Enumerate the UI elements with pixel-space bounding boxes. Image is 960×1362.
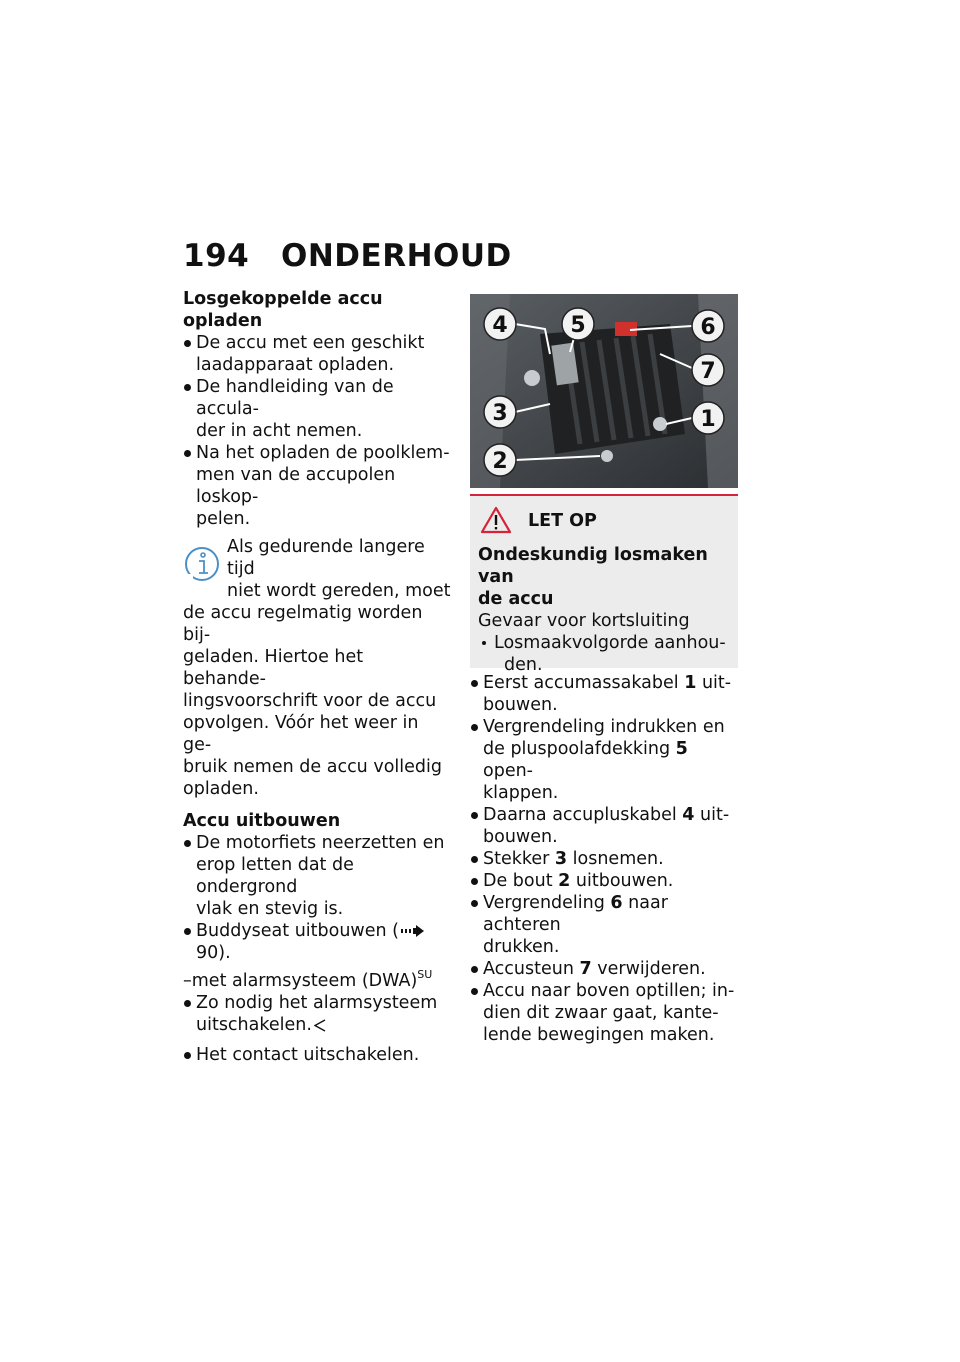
- warning-box: [470, 494, 738, 675]
- alarm-condition: –met alarmsysteem (DWA)$^{SU}$: [183, 968, 433, 991]
- info-line: Als gedurende langere tijd: [227, 537, 425, 579]
- list-item: De accu met een geschikt laadapparaat opladen.: [183, 332, 451, 376]
- svg-text:5: 5: [570, 313, 586, 338]
- info-line: opladen.: [183, 779, 259, 799]
- list-item: Stekker 3 losnemen.: [470, 848, 738, 870]
- list-item: Losmaakvolgorde aanhou- den.: [478, 632, 730, 676]
- charge-heading: Losgekoppelde accu opladen: [183, 289, 383, 331]
- removal-steps: [470, 672, 738, 1046]
- info-icon: [183, 544, 223, 582]
- svg-text:1: 1: [700, 407, 716, 432]
- page-reference[interactable]: 90).: [196, 943, 231, 963]
- svg-text:4: 4: [492, 313, 508, 338]
- svg-text:3: 3: [492, 401, 508, 426]
- left-column: [183, 288, 451, 1066]
- warning-title: Ondeskundig losmaken van de accu: [478, 545, 708, 609]
- callout-2: [484, 444, 516, 476]
- list-item: De motorfiets neerzetten en erop letten dat de ondergrond vlak en stevig is.: [183, 832, 451, 920]
- warning-label: LET OP: [478, 510, 730, 534]
- info-line: de accu regelmatig worden bij-: [183, 603, 423, 645]
- callout-6: [692, 310, 724, 342]
- callout-3: [484, 396, 516, 428]
- info-line: lingsvoorschrift voor de accu: [183, 691, 437, 711]
- battery-photo: [470, 294, 738, 488]
- page-number: 194: [183, 238, 250, 274]
- list-item: De handleiding van de accula- der in acht nemen.: [183, 376, 451, 442]
- right-column: [470, 672, 738, 1046]
- callout-7: [692, 354, 724, 386]
- warning-triangle-icon: [480, 506, 512, 534]
- list-item: Vergrendeling 6 naar achteren drukken.: [470, 892, 738, 958]
- list-item: Accu naar boven optillen; in- dien dit zwaar gaat, kante- lende bewegingen maken.: [470, 980, 738, 1046]
- svg-text:6: 6: [700, 315, 716, 340]
- list-item: Eerst accumassakabel 1 uit- bouwen.: [470, 672, 738, 716]
- alarm-sup: SU: [417, 968, 433, 981]
- alarm-steps: [183, 992, 451, 1036]
- info-line: opvolgen. Vóór het weer in ge-: [183, 713, 419, 755]
- page-header: [183, 238, 743, 278]
- contact-steps: [183, 1044, 451, 1066]
- callout-4: [484, 308, 516, 340]
- svg-text:7: 7: [700, 359, 716, 384]
- list-item: Het contact uitschakelen.: [183, 1044, 451, 1066]
- remove-heading: Accu uitbouwen: [183, 811, 341, 831]
- info-line: geladen. Hiertoe het behande-: [183, 647, 364, 689]
- charge-steps: [183, 332, 451, 530]
- section-title: ONDERHOUD: [281, 238, 512, 274]
- list-item: Na het opladen de poolklem- men van de accupolen loskop- pelen.: [183, 442, 451, 530]
- svg-text:2: 2: [492, 449, 508, 474]
- info-note: [183, 536, 451, 800]
- list-item: Zo nodig het alarmsysteem uitschakelen.: [183, 992, 451, 1036]
- page-reference-arrow-icon[interactable]: [399, 924, 425, 938]
- battery-illustration: [470, 294, 738, 488]
- end-of-condition-icon: [314, 1019, 326, 1032]
- info-line: niet wordt gereden, moet: [227, 581, 451, 601]
- list-item: Buddyseat uitbouwen (90).: [183, 920, 451, 964]
- list-item: De bout 2 uitbouwen.: [470, 870, 738, 892]
- callout-1: [692, 402, 724, 434]
- warning-danger: Gevaar voor kortsluiting: [478, 611, 690, 631]
- callout-5: [562, 308, 594, 340]
- warning-measures: [478, 632, 730, 676]
- list-item: Daarna accupluskabel 4 uit- bouwen.: [470, 804, 738, 848]
- list-item: Vergrendeling indrukken en de pluspoolafdekking 5 open- klappen.: [470, 716, 738, 804]
- remove-steps: [183, 832, 451, 964]
- info-line: bruik nemen de accu volledig: [183, 757, 442, 777]
- list-item: Accusteun 7 verwijderen.: [470, 958, 738, 980]
